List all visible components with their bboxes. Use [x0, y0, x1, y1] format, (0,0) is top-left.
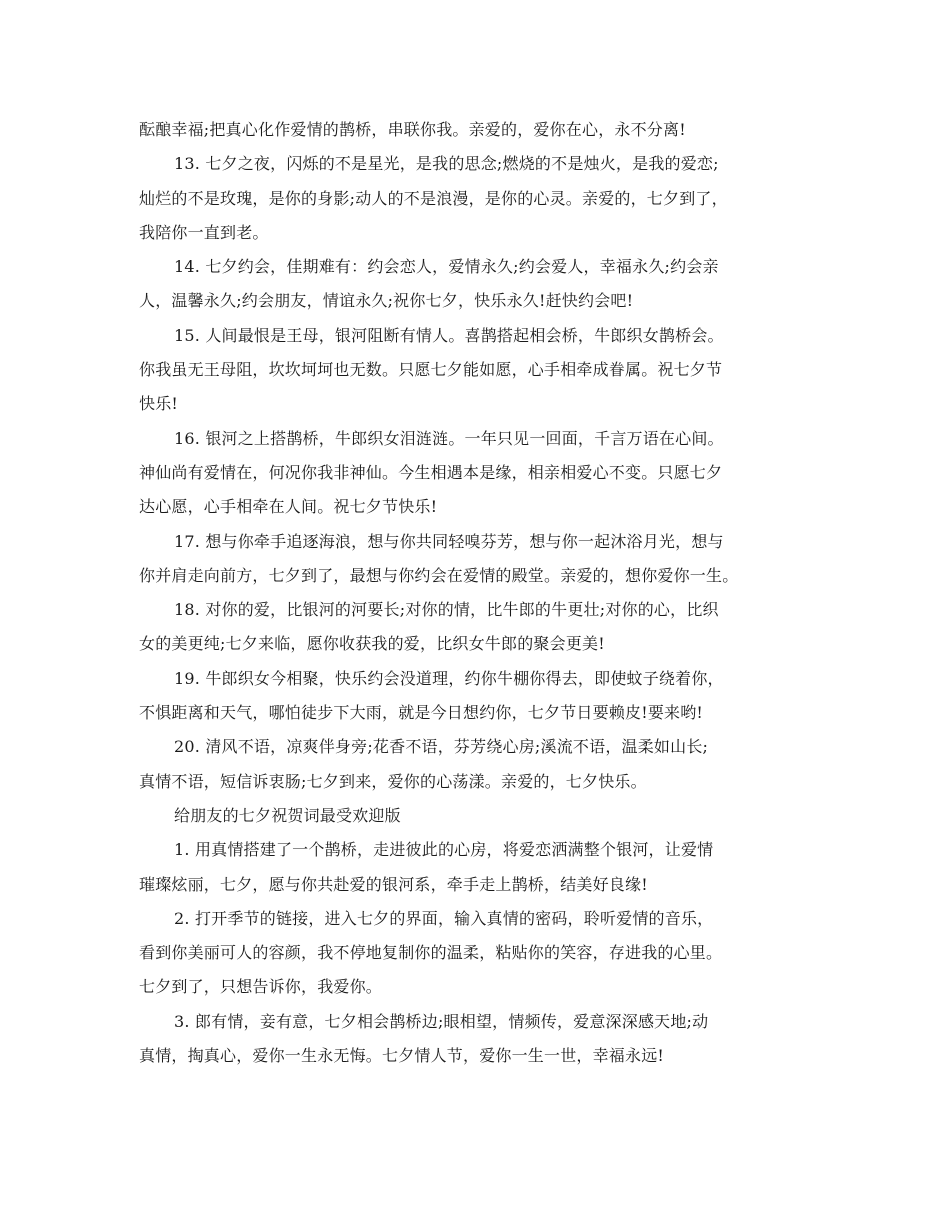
paragraph-3: [139, 1005, 819, 1074]
text-line: 神仙尚有爱情在，何况你我非神仙。今生相遇本是缘，相亲相爱心不变。只愿七夕: [139, 462, 723, 482]
text-line: 看到你美丽可人的容颜，我不停地复制你的温柔，粘贴你的笑容，存进我的心里。: [139, 943, 723, 963]
text-line: 七夕到了，只想告诉你，我爱你。: [139, 977, 383, 997]
paragraph-14: [139, 250, 819, 319]
paragraph-continuation: [139, 113, 819, 147]
paragraph-2: [139, 902, 819, 1005]
text-line: 13. 七夕之夜，闪烁的不是星光，是我的思念;燃烧的不是烛火，是我的爱恋;: [174, 154, 719, 174]
paragraph-18: [139, 593, 819, 662]
text-line: 15. 人间最恨是王母，银河阻断有情人。喜鹊搭起相会桥，牛郎织女鹊桥会。: [174, 325, 724, 345]
text-line: 人，温馨永久;约会朋友，情谊永久;祝你七夕，快乐永久!赶快约会吧!: [139, 291, 634, 311]
text-line: 灿烂的不是玫瑰，是你的身影;动人的不是浪漫，是你的心灵。亲爱的，七夕到了，: [139, 188, 728, 208]
paragraph-19: [139, 662, 819, 731]
text-line: 璀璨炫丽，七夕，愿与你共赴爱的银河系，牵手走上鹊桥，结美好良缘!: [139, 874, 648, 894]
text-line: 3. 郎有情，妾有意，七夕相会鹊桥边;眼相望，情频传，爱意深深感天地;动: [174, 1011, 709, 1031]
paragraph-20: [139, 730, 819, 799]
text-line: 不惧距离和天气，哪怕徒步下大雨，就是今日想约你，七夕节日要赖皮!要来哟!: [139, 703, 704, 723]
paragraph-13: [139, 147, 819, 250]
text-line: 17. 想与你牵手追逐海浪，想与你共同轻嗅芬芳，想与你一起沐浴月光，想与: [174, 531, 724, 551]
document-body: [139, 113, 819, 1073]
text-line: 达心愿，心手相牵在人间。祝七夕节快乐!: [139, 497, 438, 517]
text-line: 酝酿幸福;把真心化作爱情的鹊桥，串联你我。亲爱的，爱你在心，永不分离!: [139, 120, 686, 139]
text-line: 19. 牛郎织女今相聚，快乐约会没道理，约你牛棚你得去，即使蚊子绕着你，: [174, 668, 724, 688]
text-line: 20. 清风不语，凉爽伴身旁;花香不语，芬芳绕心房;溪流不语，温柔如山长;: [174, 737, 709, 757]
paragraph-15: [139, 319, 819, 422]
text-line: 16. 银河之上搭鹊桥，牛郎织女泪涟涟。一年只见一回面，千言万语在心间。: [174, 428, 724, 448]
text-line: 你我虽无王母阻，坎坎坷坷也无数。只愿七夕能如愿，心手相牵成眷属。祝七夕节: [139, 360, 723, 380]
text-line: 真情不语，短信诉衷肠;七夕到来，爱你的心荡漾。亲爱的，七夕快乐。: [139, 771, 647, 791]
text-line: 快乐!: [139, 394, 179, 414]
paragraph-16: [139, 422, 819, 525]
text-line: 真情，掏真心，爱你一生永无悔。七夕情人节，爱你一生一世，幸福永远!: [139, 1046, 665, 1066]
text-line: 你并肩走向前方，七夕到了，最想与你约会在爱情的殿堂。亲爱的，想你爱你一生。: [139, 565, 739, 585]
text-line: 18. 对你的爱，比银河的河要长;对你的情，比牛郎的牛更壮;对你的心，比织: [174, 600, 719, 620]
text-line: 14. 七夕约会，佳期难有：约会恋人，爱情永久;约会爱人，幸福永久;约会亲: [174, 257, 719, 277]
text-line: 我陪你一直到老。: [139, 222, 269, 242]
text-line: 2. 打开季节的链接，进入七夕的界面，输入真情的密码，聆听爱情的音乐，: [174, 908, 714, 928]
text-line: 1. 用真情搭建了一个鹊桥，走进彼此的心房，将爱恋洒满整个银河，让爱情: [174, 840, 714, 860]
section-heading: [139, 799, 819, 833]
paragraph-17: [139, 525, 819, 594]
section-heading-text: 给朋友的七夕祝贺词最受欢迎版: [174, 805, 401, 825]
text-line: 女的美更纯;七夕来临，愿你收获我的爱，比织女牛郎的聚会更美!: [139, 634, 605, 654]
paragraph-1: [139, 833, 819, 902]
